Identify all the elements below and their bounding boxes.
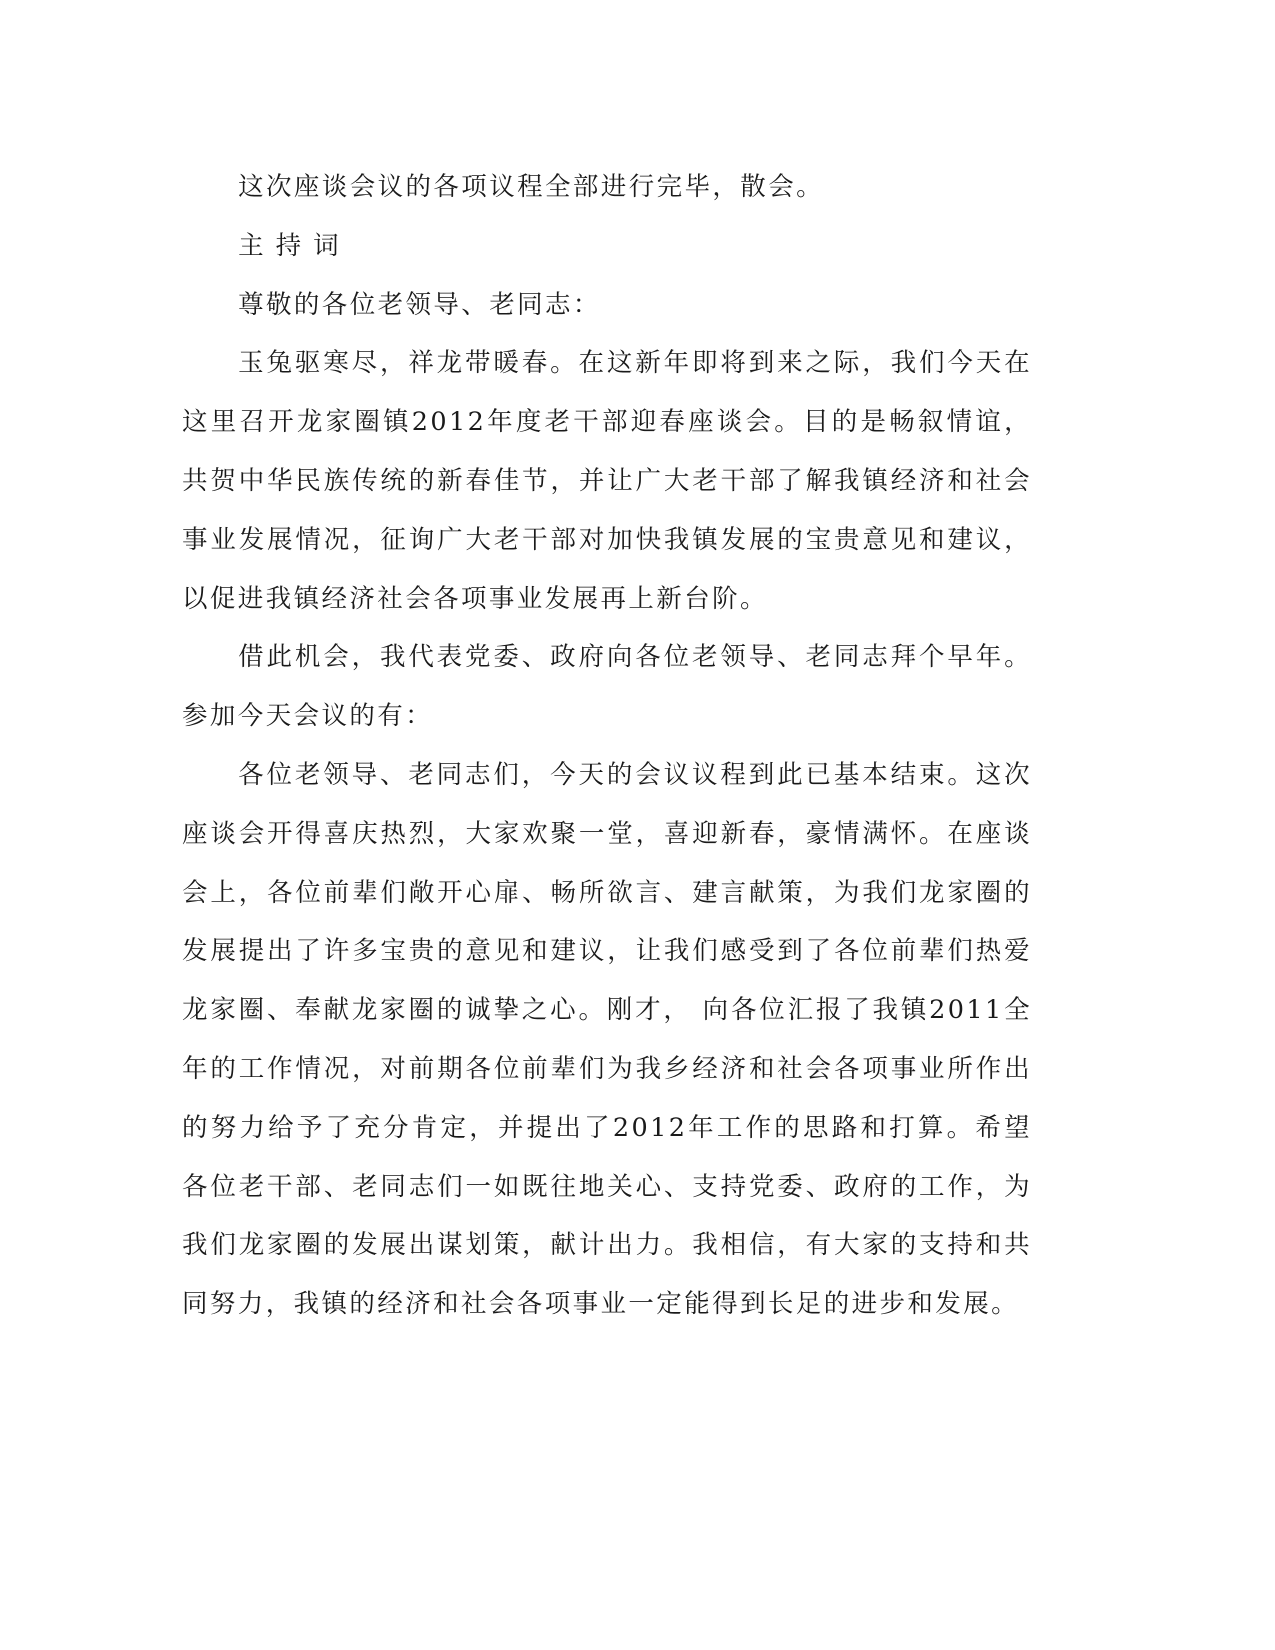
section-heading: 主持词 (238, 230, 351, 261)
greeting-paragraph: 借此机会，我代表党委、政府向各位老领导、老同志拜个早年。参加今天会议的有： (182, 642, 1032, 732)
salutation-paragraph: 尊敬的各位老领导、老同志： (238, 289, 601, 320)
closing-line-paragraph: 这次座谈会议的各项议程全部进行完毕，散会。 (238, 172, 824, 202)
summary-paragraph: 各位老领导、老同志们，今天的会议议程到此已基本结束。这次座谈会开得喜庆热烈，大家欢聚一堂，喜迎新春，豪情满怀。在座谈会上，各位前辈们敞开心扉、畅所欲言、建言献策，为我们龙家圈的发展提出了许多宝贵的意见和建议，让我们感受到了各位前辈们热爱龙家圈、奉献龙家圈的诚挚之心。刚才， 向各位汇报了我镇2011全年的工作情况，对前期各位前辈们为我乡经济和社会各项事业所作出的努力给予了充分肯定，并提出了2012年工作的思路和打算。希望各位老干部、老同志们一如既往地关心、支持党委、政府的工作，为我们龙家圈的发展出谋划策，献计出力。我相信，有大家的支持和共同努力，我镇的经济和社会各项事业一定能得到长足的进步和发展。 (182, 759, 1032, 1320)
document-body (182, 158, 1032, 1334)
opening-paragraph: 玉兔驱寒尽，祥龙带暖春。在这新年即将到来之际，我们今天在这里召开龙家圈镇2012年度老干部迎春座谈会。目的是畅叙情谊，共贺中华民族传统的新春佳节，并让广大老干部了解我镇经济和社会事业发展情况，征询广大老干部对加快我镇发展的宝贵意见和建议，以促进我镇经济社会各项事业发展再上新台阶。 (182, 348, 1032, 614)
